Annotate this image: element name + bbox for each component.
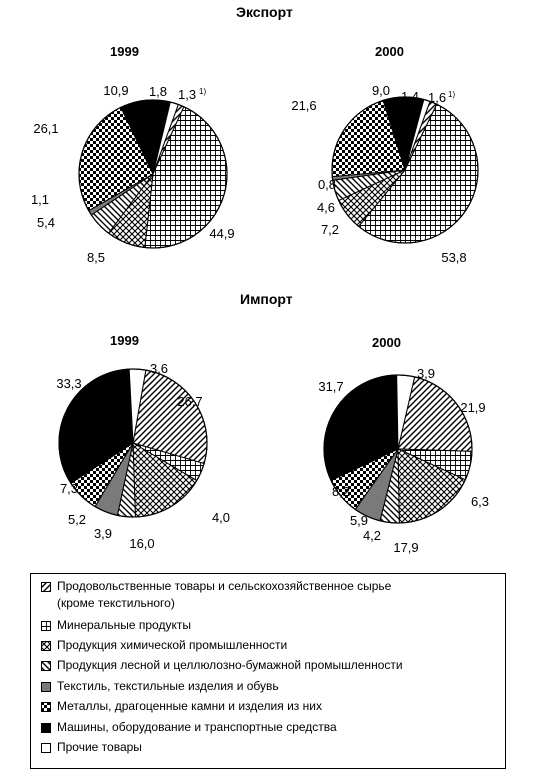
data-label-0-3: 5,4 [36, 215, 56, 230]
legend-swatch-icon [41, 582, 51, 592]
chart-title-import-1999: 1999 [110, 333, 139, 348]
legend-label: Минеральные продукты [57, 618, 191, 632]
footnote-mark-1: 1) [448, 90, 456, 99]
data-label-2-0: 26,7 [177, 394, 203, 409]
data-label-3-0: 21,9 [460, 400, 486, 415]
data-label-1-0: 1,6 [428, 90, 447, 105]
data-label-0-2: 8,5 [86, 250, 106, 265]
legend-label: Продовольственные товары и сельскохозяйственное сырье [57, 579, 392, 593]
data-label-3-1: 6,3 [470, 494, 490, 509]
data-label-3-5: 8,2 [331, 484, 351, 499]
legend-swatch-icon [41, 641, 51, 651]
data-label-0-6: 10,9 [103, 83, 129, 98]
import-section-title: Импорт [240, 291, 293, 307]
data-label-2-3: 3,9 [93, 526, 113, 541]
legend-swatch-icon [41, 661, 51, 671]
data-label-0-0: 1,3 [178, 87, 197, 102]
data-label-2-7: 3,6 [149, 361, 169, 376]
data-label-3-7: 3,9 [416, 366, 436, 381]
data-label-1-5: 21,6 [291, 98, 317, 113]
data-label-0-1: 44,9 [209, 226, 235, 241]
legend-swatch-icon [41, 743, 51, 753]
legend-label: Машины, оборудование и транспортные средства [57, 720, 337, 734]
legend-label: Прочие товары [57, 740, 142, 754]
data-label-3-3: 4,2 [362, 528, 382, 543]
data-label-1-3: 4,6 [316, 200, 336, 215]
legend-swatch-icon [41, 682, 51, 692]
data-label-0-7: 1,8 [148, 84, 168, 99]
legend-label: Металлы, драгоценные камни и изделия из них [57, 699, 322, 713]
data-label-1-7: 1,4 [400, 89, 420, 104]
data-label-3-2: 17,9 [393, 540, 419, 555]
legend-swatch-icon [41, 723, 51, 733]
legend-label: Текстиль, текстильные изделия и обувь [57, 679, 279, 693]
chart-title-export-1999: 1999 [110, 44, 139, 59]
data-label-1-1: 53,8 [441, 250, 467, 265]
export-section-title: Экспорт [236, 4, 293, 20]
legend-swatch-icon [41, 702, 51, 712]
chart-title-export-2000: 2000 [375, 44, 404, 59]
data-label-1-2: 7,2 [320, 222, 340, 237]
data-label-2-4: 5,2 [67, 512, 87, 527]
data-label-2-1: 4,0 [211, 510, 231, 525]
legend-swatch-icon [41, 621, 51, 631]
data-label-1-4: 0,8 [317, 177, 337, 192]
data-label-0-4: 1,1 [30, 192, 50, 207]
data-label-1-6: 9,0 [371, 83, 391, 98]
data-label-2-2: 16,0 [129, 536, 155, 551]
chart-title-import-2000: 2000 [372, 335, 401, 350]
data-label-2-5: 7,3 [59, 481, 79, 496]
data-label-2-6: 33,3 [56, 376, 82, 391]
legend-label: Продукция химической промышленности [57, 638, 288, 652]
data-label-3-4: 5,9 [349, 513, 369, 528]
legend-label-continued: (кроме текстильного) [57, 596, 175, 610]
data-label-0-5: 26,1 [33, 121, 59, 136]
data-label-3-6: 31,7 [318, 379, 344, 394]
footnote-mark-0: 1) [199, 87, 207, 96]
legend-label: Продукция лесной и целлюлозно-бумажной промышленности [57, 658, 403, 672]
legend [30, 573, 506, 769]
